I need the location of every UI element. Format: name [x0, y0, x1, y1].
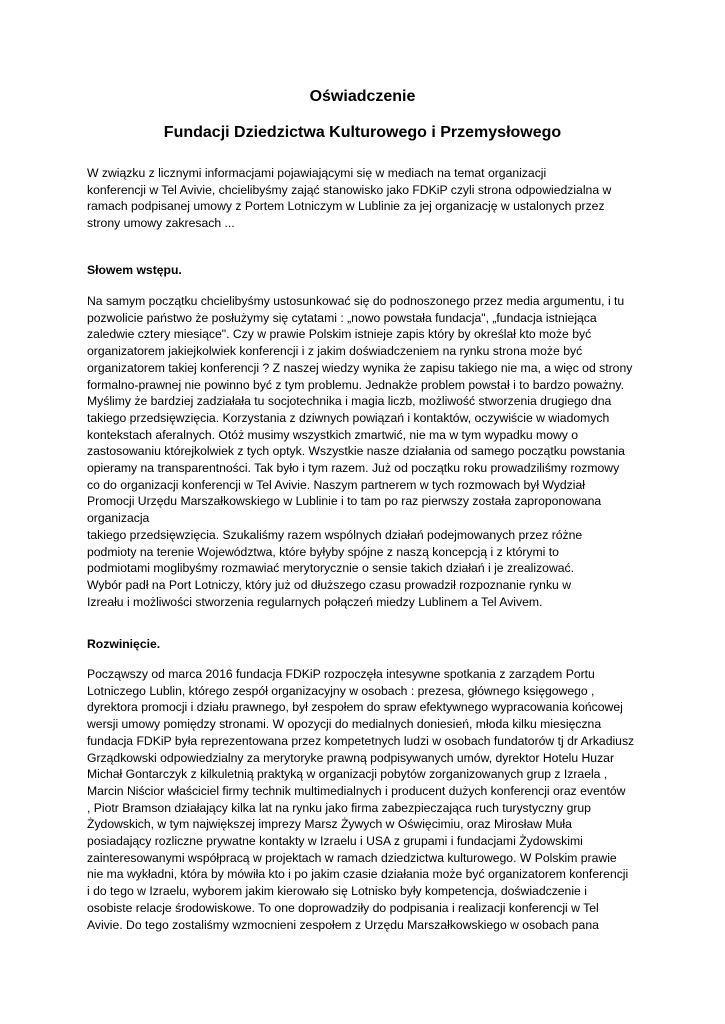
intro-line: strony umowy zakresach ... — [87, 216, 235, 231]
intro-line: ramach podpisanej umowy z Portem Lotniczym w Lublinie za jej organizację w ustalonych przez — [87, 199, 605, 214]
intro-line: konferencji w Tel Avivie, chcielibyśmy zająć stanowisko jako FDKiP czyli strona odpowiedzialna w — [87, 182, 612, 197]
section1-line: zastosowaniu którejkolwiek z tych optyk. Wszystkie nasze działania od samego początku powstania — [87, 444, 625, 459]
section2-line: posiadający rozliczne prywatne kontakty w Izraelu i USA z grupami i fundacjami Żydowskimi — [87, 834, 583, 849]
section2-line: Marcin Niścior właściciel firmy technik multimedialnych i producent dużych konferencji oraz eventów — [87, 783, 626, 798]
section2-line: fundacja FDKiP była reprezentowana przez kompetetnych ludzi w osobach fundatorów tj dr Arkadiusz — [87, 733, 635, 748]
section1-line: organizatorem takiej konferencji ? Z naszej wiedzy wynika że zapisu takiego nie ma, a więc od strony — [87, 360, 633, 375]
section1-line: pozwolicie państwo że posłużymy się cytatami : „nowo powstała fundacja", „fundacja istniejąca — [87, 310, 597, 325]
section-heading-intro: Słowem wstępu. — [87, 263, 182, 277]
section2-line: Lotniczego Lublin, którego zespół organizacyjny w osobach : prezesa, głównego księgowego , — [87, 683, 595, 698]
section-heading-development: Rozwinięcie. — [87, 637, 161, 651]
section2-line: osobiste relacje środowiskowe. To one doprowadziły do podpisania i realizacji konferencji w Tel — [87, 900, 599, 915]
section1-line: Na samym początku chcielibyśmy ustosunkować się do podnoszonego przez media argumentu, i tu — [87, 294, 625, 308]
section1-line: Myślimy że bardziej zadziałała tu socjotechnika i magia liczb, możliwość stworzenia drugiego dna — [87, 394, 612, 409]
section1-line: podmiotami moglibyśmy rozmawiać merytorycznie o sensie takich działań i je zrealizować. — [87, 561, 575, 576]
section1-paragraph — [87, 293, 647, 610]
section1-line: Promocji Urzędu Marszałkowskiego w Lublinie i to tam po raz pierwszy została zaproponowana — [87, 494, 602, 509]
intro-paragraph — [87, 165, 647, 232]
section1-line: organizacja — [87, 511, 150, 526]
section2-line: Michał Gontarczyk z kilkuletnią praktyką w organizacji pobytów zorganizowanych grup z Izraela , — [87, 767, 608, 782]
section2-line: zainteresowanymi współpracą w projektach w ramach dziedzictwa kulturowego. W Polskim prawie — [87, 850, 617, 865]
section1-line: Izreału i możliwości stworzenia regularnych połączeń miedzy Lublinem a Tel Avivem. — [87, 594, 543, 609]
intro-line: W związku z licznymi informacjami pojawiającymi się w mediach na temat organizacji — [87, 166, 547, 180]
section1-line: Wybór padł na Port Lotniczy, który już od dłuższego czasu prowadził rozpoznanie rynku w — [87, 577, 572, 592]
section1-line: formalno-prawnej nie powinno być z tym problemu. Jednakże problem powstał i to bardzo poważny. — [87, 377, 624, 392]
section2-line: Grządkowski odpowiedzialny za merytoryke prawną podpisywanych umów, dyrektor Hotelu Huzar — [87, 750, 615, 765]
section1-line: organizatorem jakiejkolwiek konferencji i z jakim doświadczeniem na rynku strona może być — [87, 344, 583, 359]
page-title: Oświadczenie — [309, 88, 416, 105]
section2-line: wersji umowy pomiędzy stronami. W opozycji do medialnych doniesień, młoda kilku miesięczna — [87, 717, 602, 732]
page-subtitle: Fundacji Dziedzictwa Kulturowego i Przemysłowego — [163, 124, 562, 141]
section1-line: opieramy na transparentności. Tak było i tym razem. Już od początku roku prowadziliśmy rozmowy — [87, 461, 620, 476]
section1-line: zaledwie cztery miesiące". Czy w prawie Polskim istnieje zapis który by określał kto może być — [87, 327, 592, 342]
section2-paragraph — [87, 666, 647, 933]
section1-line: co do organizacji konferencji w Tel Avivie. Naszym partnerem w tych rozmowach był Wydział — [87, 477, 585, 492]
section2-line: i do tego w Izraelu, wyborem jakim kierowało się Lotnisko były kompetencja, doświadczenie i — [87, 884, 587, 899]
section2-line: Żydowskich, w tym największej imprezy Marsz Żywych w Oświęcimiu, oraz Mirosław Muła — [87, 817, 572, 832]
section2-line: Począwszy od marca 2016 fundacja FDKiP rozpoczęła intesywne spotkania z zarządem Portu — [87, 667, 595, 681]
section1-line: podmioty na terenie Województwa, które byłyby spójne z naszą koncepcją i z którymi to — [87, 544, 559, 559]
section2-line: dyrektora promocji i działu prawnego, był zespołem do spraw efektywnego wypracowania końcowej — [87, 700, 623, 715]
section1-line: takiego przedsięwzięcia. Szukaliśmy razem wspólnych działań podejmowanych przez różne — [87, 527, 583, 542]
section2-line: nie ma wykładni, która by mówiła kto i po jakim czasie działania może być organizatorem konferencji — [87, 867, 629, 882]
section2-line: , Piotr Bramson działający kilka lat na rynku jako firma zabezpieczająca ruch turystyczny grup — [87, 800, 591, 815]
section2-line: Avivie. Do tego zostaliśmy wzmocnieni zespołem z Urzędu Marszałkowskiego w osobach pana — [87, 917, 599, 932]
section1-line: kontekstach aferalnych. Otóż musimy wszystkich zmartwić, nie ma w tym wypadku mowy o — [87, 427, 579, 442]
section1-line: takiego przedsięwzięcia. Korzystania z dziwnych powiązań i kontaktów, oczywiście w wiadomych — [87, 410, 610, 425]
